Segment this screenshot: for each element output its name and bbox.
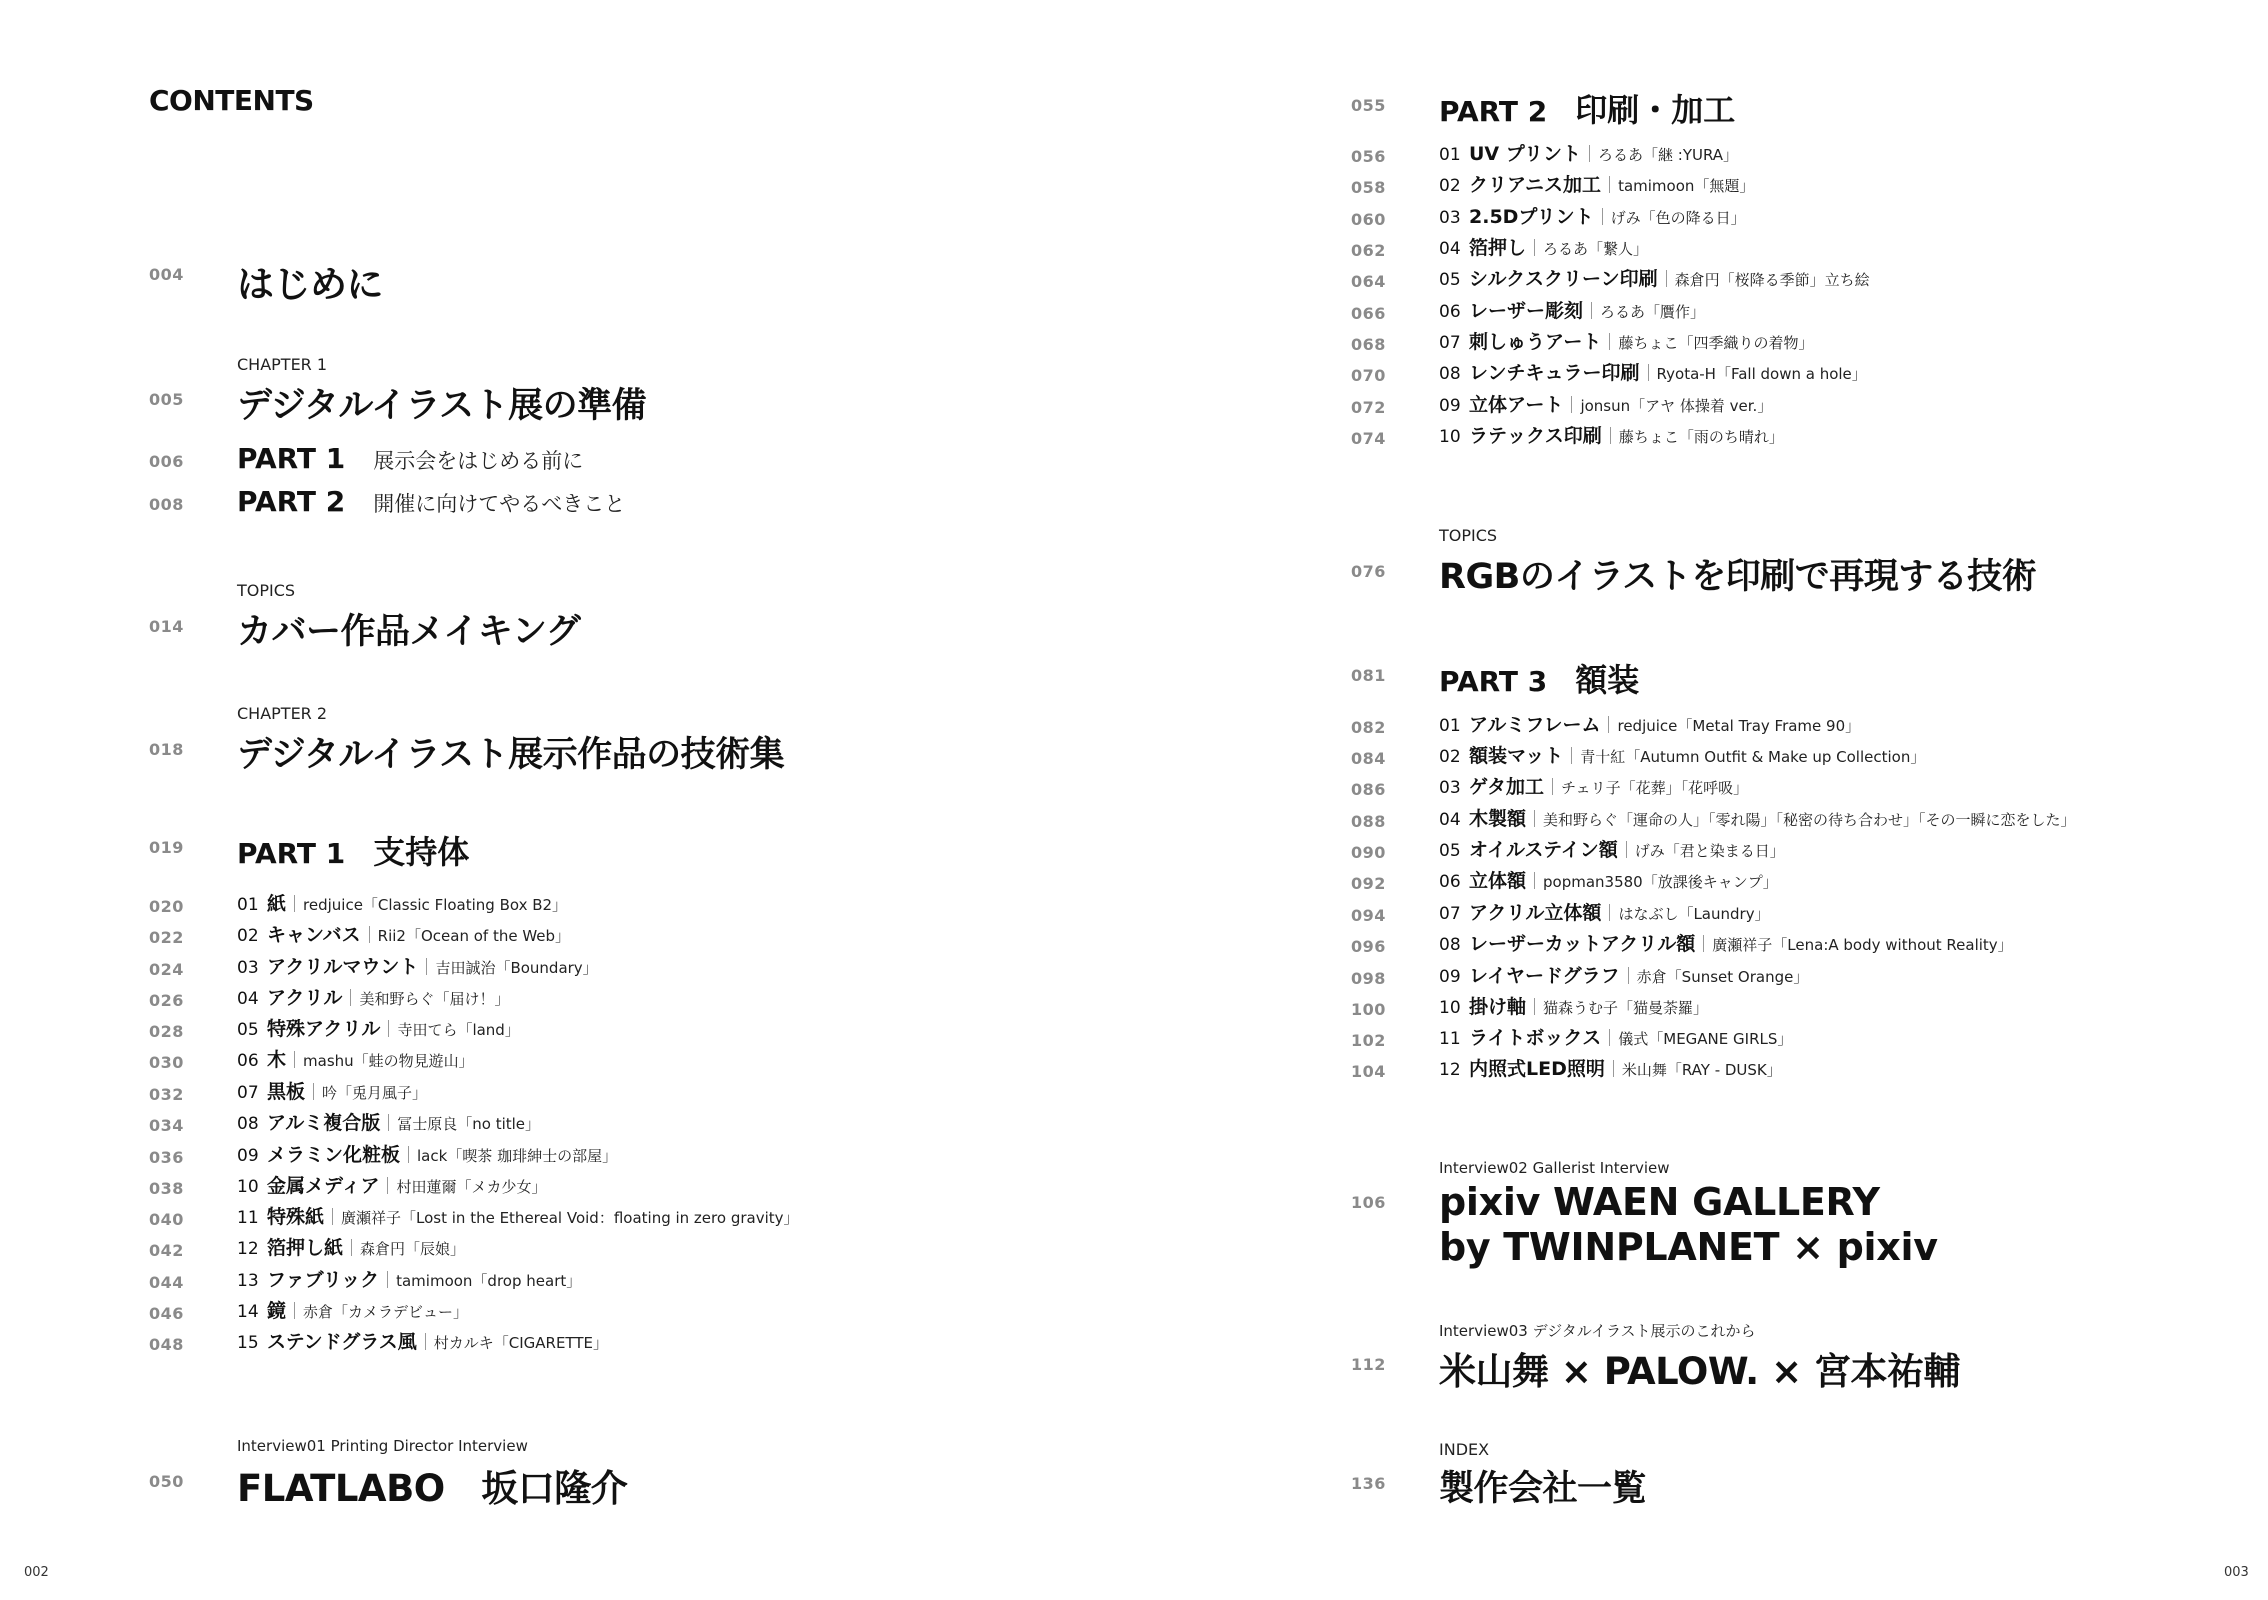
item-title: 掛け軸	[1469, 996, 1527, 1018]
item-desc: 米山舞「RAY - DUSK」	[1621, 1061, 1782, 1079]
item-title: ステンドグラス風	[267, 1331, 417, 1353]
item-title: 箔押し紙	[267, 1237, 344, 1259]
item-desc: mashu「蛙の物見遊山」	[303, 1052, 474, 1070]
separator	[387, 1271, 388, 1288]
page-number: 026	[149, 991, 184, 1010]
page-number: 028	[149, 1022, 184, 1041]
page-number: 008	[149, 495, 184, 514]
item-title: 立体アート	[1469, 394, 1564, 416]
item-title: 2.5Dプリント	[1469, 206, 1594, 228]
page-number: 046	[149, 1304, 184, 1323]
page-number: 074	[1351, 429, 1386, 448]
item-desc: popman3580「放課後キャンプ」	[1543, 873, 1778, 891]
page-number: 030	[149, 1053, 184, 1072]
page-number: 104	[1351, 1062, 1386, 1081]
page-number: 022	[149, 928, 184, 947]
page-number: 086	[1351, 780, 1386, 799]
item-number: 10	[1439, 427, 1461, 447]
item-number: 10	[237, 1177, 259, 1197]
item-desc: 森倉円「辰娘」	[360, 1240, 466, 1258]
item-number: 11	[1439, 1029, 1461, 1049]
item-number: 14	[237, 1302, 259, 1322]
page-number: 018	[149, 740, 184, 759]
contents-heading: CONTENTS	[149, 84, 314, 117]
item-number: 06	[1439, 872, 1461, 892]
page-number: 038	[149, 1179, 184, 1198]
part-label: PART 2	[1439, 95, 1548, 128]
separator	[1666, 270, 1667, 287]
item-title: 鏡	[267, 1300, 287, 1322]
separator	[1609, 904, 1610, 921]
topics-title: カバー作品メイキング	[237, 612, 581, 652]
part-title: 印刷・加工	[1575, 91, 1736, 129]
list-item	[237, 1113, 540, 1134]
list-item	[1439, 207, 1746, 228]
page-number: 056	[1351, 147, 1386, 166]
list-item	[237, 988, 509, 1009]
item-desc: ろるあ「贋作」	[1600, 303, 1706, 321]
topics-label: TOPICS	[1439, 526, 1498, 545]
page-number: 020	[149, 897, 184, 916]
part-label: PART 1	[237, 442, 346, 475]
separator	[425, 1333, 426, 1350]
page-number: 098	[1351, 969, 1386, 988]
list-item	[1439, 144, 1738, 165]
item-desc: redjuice「Metal Tray Frame 90」	[1617, 717, 1861, 735]
page-number: 082	[1351, 718, 1386, 737]
page-number: 136	[1351, 1474, 1386, 1493]
item-title: アクリル立体額	[1469, 902, 1602, 924]
item-title: レンチキュラー印刷	[1469, 362, 1640, 384]
list-item	[237, 1301, 468, 1322]
item-number: 03	[1439, 208, 1461, 228]
page-number: 044	[149, 1273, 184, 1292]
item-number: 05	[237, 1020, 259, 1040]
page-number: 060	[1351, 210, 1386, 229]
item-title: 額装マット	[1469, 745, 1564, 767]
item-title: アルミフレーム	[1469, 714, 1601, 736]
page-number: 092	[1351, 874, 1386, 893]
page-number: 112	[1351, 1355, 1386, 1374]
item-desc: lack「喫茶 珈琲紳士の部屋」	[417, 1147, 618, 1165]
page-number: 005	[149, 390, 184, 409]
list-item	[237, 894, 567, 915]
item-number: 12	[237, 1239, 259, 1259]
page-number: 006	[149, 452, 184, 471]
item-number: 09	[237, 1146, 259, 1166]
item-number: 02	[1439, 747, 1461, 767]
separator	[350, 989, 351, 1006]
item-title: 刺しゅうアート	[1469, 331, 1602, 353]
page-number: 024	[149, 960, 184, 979]
item-title: メラミン化粧板	[267, 1144, 401, 1166]
item-title: オイルステイン額	[1469, 839, 1618, 861]
part-entry	[237, 485, 625, 518]
list-item	[1439, 966, 1808, 987]
item-number: 13	[237, 1271, 259, 1291]
item-number: 01	[1439, 145, 1461, 165]
item-number: 09	[1439, 967, 1461, 987]
list-item	[1439, 746, 1925, 767]
part-heading	[1439, 655, 1639, 701]
separator	[1703, 935, 1704, 952]
part-label: PART 2	[237, 485, 346, 518]
list-item	[237, 957, 598, 978]
item-title: レーザーカットアクリル額	[1469, 933, 1696, 955]
list-item	[1439, 777, 1748, 798]
item-number: 12	[1439, 1060, 1461, 1080]
separator	[1609, 333, 1610, 350]
list-item	[237, 1270, 581, 1291]
separator	[1628, 967, 1629, 984]
item-desc: 寺田てら「land」	[397, 1021, 520, 1039]
item-title: 特殊紙	[267, 1206, 325, 1228]
interview-title: 米山舞 × PALOW. × 宮本祐輔	[1439, 1350, 1960, 1393]
item-desc: Rii2「Ocean of the Web」	[377, 927, 571, 945]
list-item	[1439, 840, 1785, 861]
separator	[294, 1051, 295, 1068]
interview-label: Interview01 Printing Director Interview	[237, 1437, 528, 1455]
item-title: ラテックス印刷	[1469, 425, 1602, 447]
page-number: 040	[149, 1210, 184, 1229]
item-desc: チェリ子「花葬」「花呼吸」	[1561, 779, 1749, 797]
item-number: 05	[1439, 841, 1461, 861]
separator	[1610, 427, 1611, 444]
item-desc: 村田蓮爾「メカ少女」	[396, 1178, 547, 1196]
separator	[1602, 208, 1603, 225]
page-number: 090	[1351, 843, 1386, 862]
separator	[332, 1208, 333, 1225]
page-number: 102	[1351, 1031, 1386, 1050]
item-title: 金属メディア	[267, 1175, 380, 1197]
separator	[1626, 841, 1627, 858]
interview-label: Interview02 Gallerist Interview	[1439, 1159, 1670, 1177]
item-desc: Ryota-H「Fall down a hole」	[1656, 365, 1867, 383]
item-desc: 村カルキ「CIGARETTE」	[433, 1334, 608, 1352]
list-item	[1439, 238, 1648, 259]
page-number: 019	[149, 838, 184, 857]
list-item	[1439, 934, 2013, 955]
item-desc: tamimoon「drop heart」	[396, 1272, 582, 1290]
item-title: ファブリック	[267, 1269, 380, 1291]
separator	[1609, 176, 1610, 193]
item-number: 08	[1439, 364, 1461, 384]
folio: 002	[24, 1565, 49, 1580]
page-number: 034	[149, 1116, 184, 1135]
page-number: 070	[1351, 366, 1386, 385]
topics-title: RGBのイラストを印刷で再現する技術	[1439, 557, 2037, 597]
separator	[1571, 747, 1572, 764]
item-desc: 赤倉「Sunset Orange」	[1636, 968, 1809, 986]
page-number: 004	[149, 265, 184, 284]
separator	[369, 926, 370, 943]
list-item	[1439, 363, 1867, 384]
right-page	[1134, 0, 2268, 1600]
list-item	[237, 1332, 608, 1353]
list-item	[1439, 903, 1770, 924]
page-number: 036	[149, 1148, 184, 1167]
item-desc: 美和野らぐ「届け！」	[359, 990, 510, 1008]
chapter-label: CHAPTER 1	[237, 355, 328, 374]
item-desc: 冨士原良「no title」	[397, 1115, 541, 1133]
item-desc: 猫森うむ子「猫曼荼羅」	[1543, 999, 1709, 1017]
item-desc: 藤ちょこ「四季織りの着物」	[1618, 334, 1814, 352]
item-desc: はなぶし「Laundry」	[1618, 905, 1770, 923]
separator	[1534, 239, 1535, 256]
part-title: 支持体	[373, 833, 470, 871]
item-desc: げみ「君と染まる日」	[1634, 842, 1785, 860]
chapter-label: CHAPTER 2	[237, 704, 328, 723]
part-title: 開催に向けてやるべきこと	[373, 492, 626, 516]
list-item	[1439, 426, 1784, 447]
interview-title-line2: by TWINPLANET × pixiv	[1439, 1225, 1938, 1269]
item-number: 04	[1439, 239, 1461, 259]
list-item	[237, 1176, 547, 1197]
item-desc: tamimoon「無題」	[1618, 177, 1755, 195]
list-item	[237, 1019, 520, 1040]
list-item	[1439, 1028, 1792, 1049]
item-desc: 廣瀬祥子「Lost in the Ethereal Void：floating in zero gravity」	[341, 1209, 799, 1227]
separator	[1534, 872, 1535, 889]
page-number: 014	[149, 617, 184, 636]
separator	[388, 1114, 389, 1131]
page-number: 048	[149, 1335, 184, 1354]
item-desc: 美和野らぐ「運命の人」「零れ陽」「秘密の待ち合わせ」「その一瞬に恋をした」	[1543, 811, 2076, 829]
folio: 003	[2224, 1565, 2249, 1580]
list-item	[1439, 301, 1705, 322]
item-desc: redjuice「Classic Floating Box B2」	[303, 896, 568, 914]
item-number: 15	[237, 1333, 259, 1353]
item-number: 04	[237, 989, 259, 1009]
item-title: 紙	[267, 893, 287, 915]
item-desc: 吟「兎月風子」	[322, 1084, 428, 1102]
part-label: PART 1	[237, 837, 346, 870]
item-desc: 森倉円「桜降る季節」立ち絵	[1674, 271, 1870, 289]
item-title: レイヤードグラフ	[1469, 965, 1620, 987]
list-item	[1439, 809, 2076, 830]
separator	[1552, 778, 1553, 795]
item-number: 01	[1439, 716, 1461, 736]
topics-label: TOPICS	[237, 581, 296, 600]
item-title: キャンバス	[267, 924, 361, 946]
item-desc: 赤倉「カメラデビュー」	[303, 1303, 469, 1321]
item-number: 10	[1439, 998, 1461, 1018]
item-title: 箔押し	[1469, 237, 1527, 259]
separator	[1613, 1060, 1614, 1077]
item-desc: 吉田誠治「Boundary」	[435, 959, 598, 977]
item-title: UV プリント	[1469, 143, 1581, 165]
page-number: 106	[1351, 1193, 1386, 1212]
item-title: 内照式LED照明	[1469, 1058, 1605, 1080]
item-title: アクリル	[267, 987, 343, 1009]
list-item	[1439, 395, 1772, 416]
item-number: 09	[1439, 396, 1461, 416]
page-number: 064	[1351, 272, 1386, 291]
item-title: 特殊アクリル	[267, 1018, 381, 1040]
separator	[1589, 145, 1590, 162]
item-number: 04	[1439, 810, 1461, 830]
item-title: 黒板	[267, 1081, 306, 1103]
part-label: PART 3	[1439, 665, 1548, 698]
index-title: 製作会社一覧	[1439, 1469, 1647, 1509]
item-desc: げみ「色の降る日」	[1610, 209, 1746, 227]
item-title: 木	[267, 1049, 287, 1071]
item-number: 01	[237, 895, 259, 915]
part-title: 展示会をはじめる前に	[373, 449, 584, 473]
item-number: 03	[237, 958, 259, 978]
item-desc: ろるあ「継 :YURA」	[1598, 146, 1739, 164]
item-number: 11	[237, 1208, 259, 1228]
list-item	[237, 1082, 427, 1103]
separator	[313, 1083, 314, 1100]
interview-title-line1: pixiv WAEN GALLERY	[1439, 1180, 1880, 1224]
list-item	[237, 1050, 474, 1071]
separator	[1534, 998, 1535, 1015]
item-number: 03	[1439, 778, 1461, 798]
item-number: 02	[237, 926, 259, 946]
item-title: ライトボックス	[1469, 1027, 1602, 1049]
item-desc: 青十紅「Autumn Outfit & Make up Collection」	[1580, 748, 1926, 766]
item-number: 07	[1439, 333, 1461, 353]
item-title: 木製額	[1469, 808, 1527, 830]
page-number: 062	[1351, 241, 1386, 260]
page-number: 100	[1351, 1000, 1386, 1019]
page-number: 058	[1351, 178, 1386, 197]
list-item	[1439, 715, 1860, 736]
item-desc: ろるあ「繋人」	[1543, 240, 1649, 258]
item-desc: 儀式「MEGANE GIRLS」	[1618, 1030, 1793, 1048]
item-title: クリアニス加工	[1469, 174, 1602, 196]
page-number: 072	[1351, 398, 1386, 417]
part-heading	[1439, 85, 1735, 131]
page-number: 032	[149, 1085, 184, 1104]
part-entry	[237, 442, 583, 475]
separator	[1608, 716, 1609, 733]
item-title: ゲタ加工	[1469, 776, 1545, 798]
separator	[351, 1239, 352, 1256]
item-number: 02	[1439, 176, 1461, 196]
list-item	[1439, 871, 1778, 892]
item-title: シルクスクリーン印刷	[1469, 268, 1658, 290]
item-desc: 藤ちょこ「雨のち晴れ」	[1618, 428, 1784, 446]
list-item	[1439, 997, 1708, 1018]
separator	[388, 1020, 389, 1037]
separator	[1534, 810, 1535, 827]
page-number: 076	[1351, 562, 1386, 581]
page-number: 094	[1351, 906, 1386, 925]
item-number: 06	[237, 1051, 259, 1071]
part-heading	[237, 827, 469, 873]
item-number: 06	[1439, 302, 1461, 322]
item-desc: 廣瀬祥子「Lena:A body without Reality」	[1712, 936, 2013, 954]
page-number: 096	[1351, 937, 1386, 956]
separator	[294, 1302, 295, 1319]
chapter-title: デジタルイラスト展示作品の技術集	[237, 735, 785, 775]
list-item	[237, 1207, 799, 1228]
list-item	[1439, 175, 1754, 196]
list-item	[237, 1145, 617, 1166]
item-number: 08	[237, 1114, 259, 1134]
page-number: 066	[1351, 304, 1386, 323]
separator	[294, 895, 295, 912]
separator	[426, 958, 427, 975]
item-title: アクリルマウント	[267, 956, 419, 978]
part-title: 額装	[1575, 661, 1640, 699]
separator	[387, 1177, 388, 1194]
item-title: アルミ複合版	[267, 1112, 381, 1134]
index-label: INDEX	[1439, 1440, 1490, 1459]
item-title: 立体額	[1469, 870, 1527, 892]
page-number: 055	[1351, 96, 1386, 115]
separator	[408, 1146, 409, 1163]
interview-title: FLATLABO 坂口隆介	[237, 1467, 628, 1510]
item-desc: jonsun「アヤ 体操着 ver.」	[1580, 397, 1773, 415]
page-number: 050	[149, 1472, 184, 1491]
page-number: 068	[1351, 335, 1386, 354]
page-number: 081	[1351, 666, 1386, 685]
page-number: 042	[149, 1241, 184, 1260]
page-number: 084	[1351, 749, 1386, 768]
item-number: 07	[1439, 904, 1461, 924]
item-number: 05	[1439, 270, 1461, 290]
item-title: レーザー彫刻	[1469, 300, 1584, 322]
list-item	[1439, 269, 1870, 290]
interview-label: Interview03 デジタルイラスト展示のこれから	[1439, 1322, 1756, 1340]
item-number: 08	[1439, 935, 1461, 955]
separator	[1591, 302, 1592, 319]
chapter-title: デジタルイラスト展の準備	[237, 386, 647, 426]
separator	[1648, 364, 1649, 381]
intro-title: はじめに	[237, 263, 383, 306]
separator	[1571, 396, 1572, 413]
list-item	[237, 925, 570, 946]
item-number: 07	[237, 1083, 259, 1103]
list-item	[1439, 332, 1813, 353]
list-item	[237, 1238, 465, 1259]
page-number: 088	[1351, 812, 1386, 831]
separator	[1609, 1029, 1610, 1046]
list-item	[1439, 1059, 1782, 1080]
